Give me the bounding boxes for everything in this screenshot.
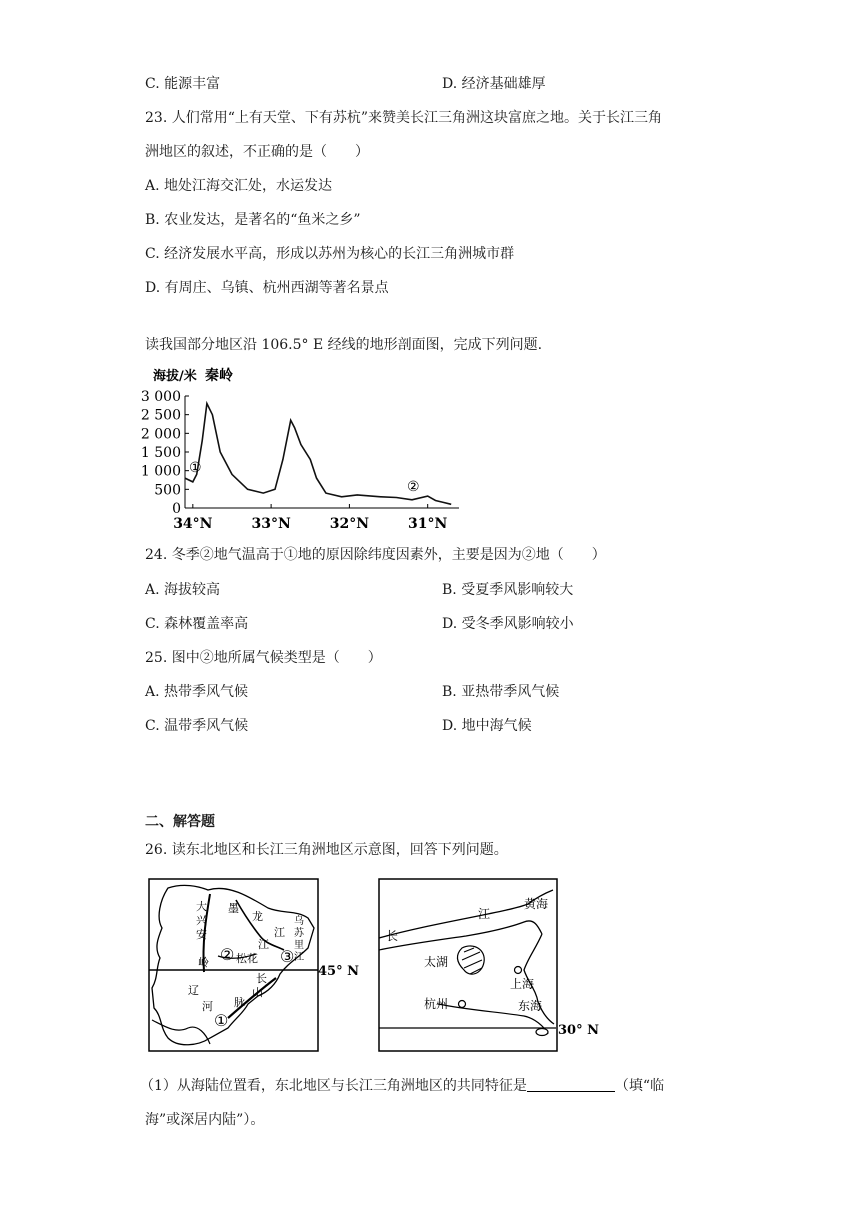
map-label: 墨 (228, 902, 239, 915)
map-label: 龙 (252, 910, 263, 923)
map-marker-2: ② (220, 945, 235, 964)
map-label: 江 (258, 938, 269, 951)
map-label: 山 (252, 986, 263, 999)
map-label: 兴 (196, 914, 207, 927)
y-axis-label: 海拔/米 (153, 369, 197, 384)
q26-sub1-text-b: （填“临 (614, 1078, 665, 1094)
lat-45-label: 45° N (318, 964, 359, 979)
q23-option-a: A. 地处江海交汇处，水运发达 (145, 178, 333, 194)
y-tick-label: 3 000 (140, 389, 181, 405)
y-tick-label: 500 (154, 482, 181, 499)
profile-intro: 读我国部分地区沿 106.5° E 经线的地形剖面图，完成下列问题. (145, 337, 543, 353)
q24-option-a: A. 海拔较高 (145, 582, 221, 598)
marker-1: ① (189, 460, 202, 476)
taihu-label: 太湖 (424, 955, 449, 969)
jiang-label: 江 (478, 907, 491, 921)
hangzhou-label: 杭州 (424, 997, 449, 1011)
y-tick-group (141, 389, 189, 517)
q25-option-c: C. 温带季风气候 (145, 718, 249, 734)
hangzhou-dot (459, 1001, 466, 1008)
map-label: 松花 (236, 952, 258, 965)
map-label: 辽 (188, 984, 199, 997)
q24-option-b: B. 受夏季风影响较大 (442, 582, 574, 598)
x-tick-label: 33°N (251, 516, 291, 532)
q26-stem: 26. 读东北地区和长江三角洲地区示意图，回答下列问题。 (145, 842, 508, 858)
y-tick-label: 2 000 (140, 426, 181, 443)
q25-stem: 25. 图中②地所属气候类型是（ ） (145, 650, 382, 666)
shanghai-label: 上海 (510, 977, 535, 991)
y-tick-label: 1 500 (140, 445, 181, 461)
q25-option-b: B. 亚热带季风气候 (442, 684, 560, 700)
chang-label: 长 (386, 929, 399, 943)
q23-option-d: D. 有周庄、乌镇、杭州西湖等著名景点 (145, 280, 389, 296)
y-tick-label: 1 000 (140, 463, 181, 480)
y-tick-label: 0 (172, 501, 181, 517)
map-label: 江 (294, 952, 304, 963)
q26-sub1-text-a: （1）从海陆位置看，东北地区与长江三角洲地区的共同特征是 (140, 1078, 527, 1094)
q23-option-c: C. 经济发展水平高，形成以苏州为核心的长江三角洲城市群 (145, 246, 515, 262)
q25-option-d: D. 地中海气候 (442, 718, 532, 734)
q23-stem-line2: 洲地区的叙述，不正确的是（ ） (145, 144, 369, 160)
east-sea-label: 东海 (518, 999, 543, 1013)
q24-stem: 24. 冬季②地气温高于①地的原因除纬度因素外，主要是因为②地（ ） (145, 547, 606, 563)
q23-stem-line1: 23. 人们常用“上有天堂、下有苏杭”来赞美长江三角洲这块富庶之地。关于长江三角 (145, 110, 663, 126)
x-tick-label: 34°N (173, 516, 213, 532)
map-label: 乌 (294, 916, 304, 927)
yellow-sea-label: 黄海 (524, 897, 549, 911)
map-label: 河 (202, 1000, 213, 1013)
q24-option-d: D. 受冬季风影响较小 (442, 616, 574, 632)
map-marker-3: ③ (280, 947, 295, 966)
zhoushan-island (536, 1029, 548, 1036)
q24-option-c: C. 森林覆盖率高 (145, 616, 249, 632)
map-marker-1: ① (214, 1011, 229, 1030)
map-label: 大 (196, 900, 207, 913)
map-label: 岭 (198, 956, 209, 969)
lat-30-label: 30° N (558, 1023, 599, 1038)
x-tick-label: 31°N (408, 516, 448, 532)
answer-blank[interactable] (527, 1077, 615, 1092)
q25-option-a: A. 热带季风气候 (145, 684, 249, 700)
x-tick-label: 32°N (329, 516, 370, 532)
map-label: 苏 (294, 928, 304, 939)
y-tick-label: 2 500 (140, 407, 181, 424)
qinling-label: 秦岭 (205, 368, 233, 384)
map-label: 安 (196, 928, 207, 941)
map-label: 江 (274, 926, 285, 939)
terrain-profile-chart (140, 360, 465, 535)
q26-sub1-line1 (140, 1076, 664, 1096)
q22-option-c: C. 能源丰富 (145, 76, 221, 92)
section-heading: 二、解答题 (145, 814, 215, 830)
yangtze-delta-map (378, 878, 608, 1054)
q23-option-b: B. 农业发达，是著名的“鱼米之乡” (145, 212, 361, 228)
q22-option-d: D. 经济基础雄厚 (442, 76, 546, 92)
map-label: 脉 (234, 996, 245, 1009)
shanghai-dot (515, 967, 522, 974)
map-label: 里 (294, 940, 304, 951)
marker-2: ② (407, 479, 420, 495)
map-label: 长 (256, 972, 267, 985)
northeast-map (148, 878, 360, 1054)
q26-sub1-line2: 海”或深居内陆”）。 (145, 1112, 265, 1128)
